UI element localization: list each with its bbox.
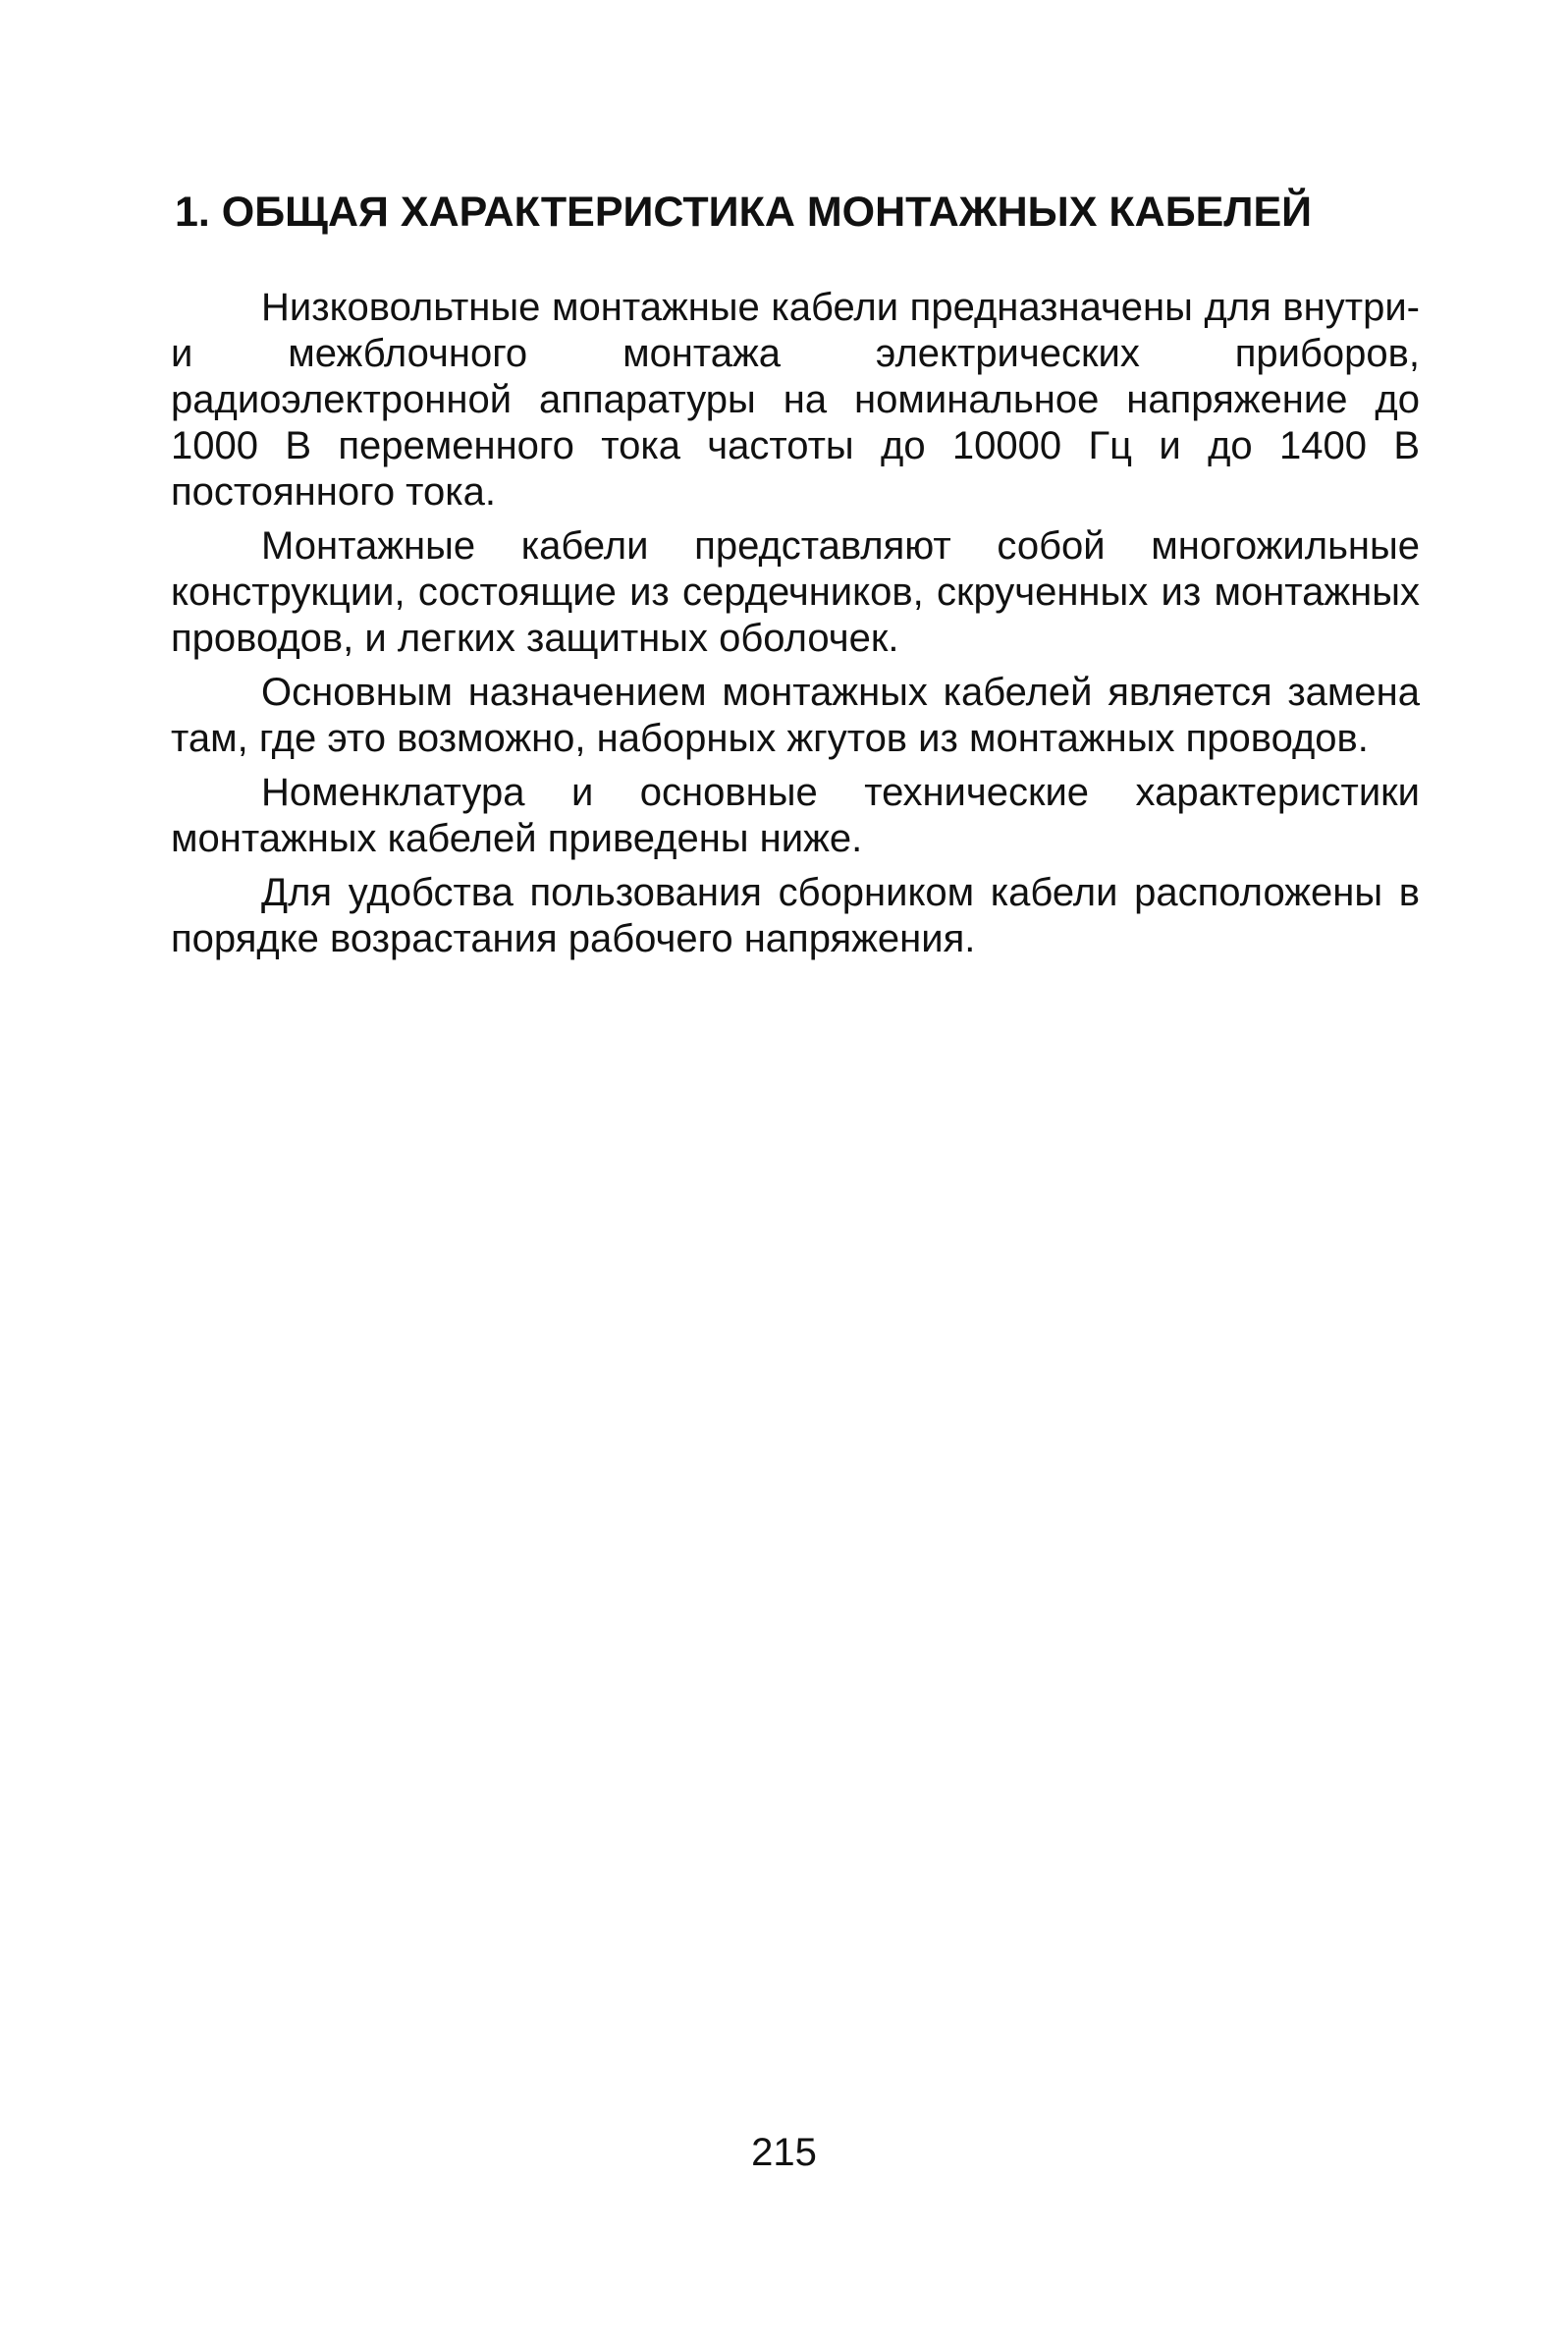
page-number: 215 bbox=[751, 2131, 817, 2174]
paragraph-1: Низковольтные монтажные кабели предназначены для внутри- и межблочного монтажа электрических приборов, радиоэлектронной аппаратуры на номинальное напряжение до 1000 В переменного тока частоты до 10000 Гц и до 1400 В постоянного тока. bbox=[171, 286, 1420, 514]
body-text bbox=[171, 285, 1420, 970]
paragraph-2: Монтажные кабели представляют собой многожильные конструкции, состоящие из сердечников, скрученных из монтажных проводов, и легких защитных оболочек. bbox=[171, 524, 1420, 660]
section-heading: 1. ОБЩАЯ ХАРАКТЕРИСТИКА МОНТАЖНЫХ КАБЕЛЕЙ bbox=[175, 189, 1313, 236]
paragraph-5: Для удобства пользования сборником кабели расположены в порядке возрастания рабочего напряжения. bbox=[171, 871, 1420, 960]
paragraph-4: Номенклатура и основные технические характеристики монтажных кабелей приведены ниже. bbox=[171, 771, 1420, 860]
paragraph-3: Основным назначением монтажных кабелей является замена там, где это возможно, наборных жгутов из монтажных проводов. bbox=[171, 671, 1420, 760]
